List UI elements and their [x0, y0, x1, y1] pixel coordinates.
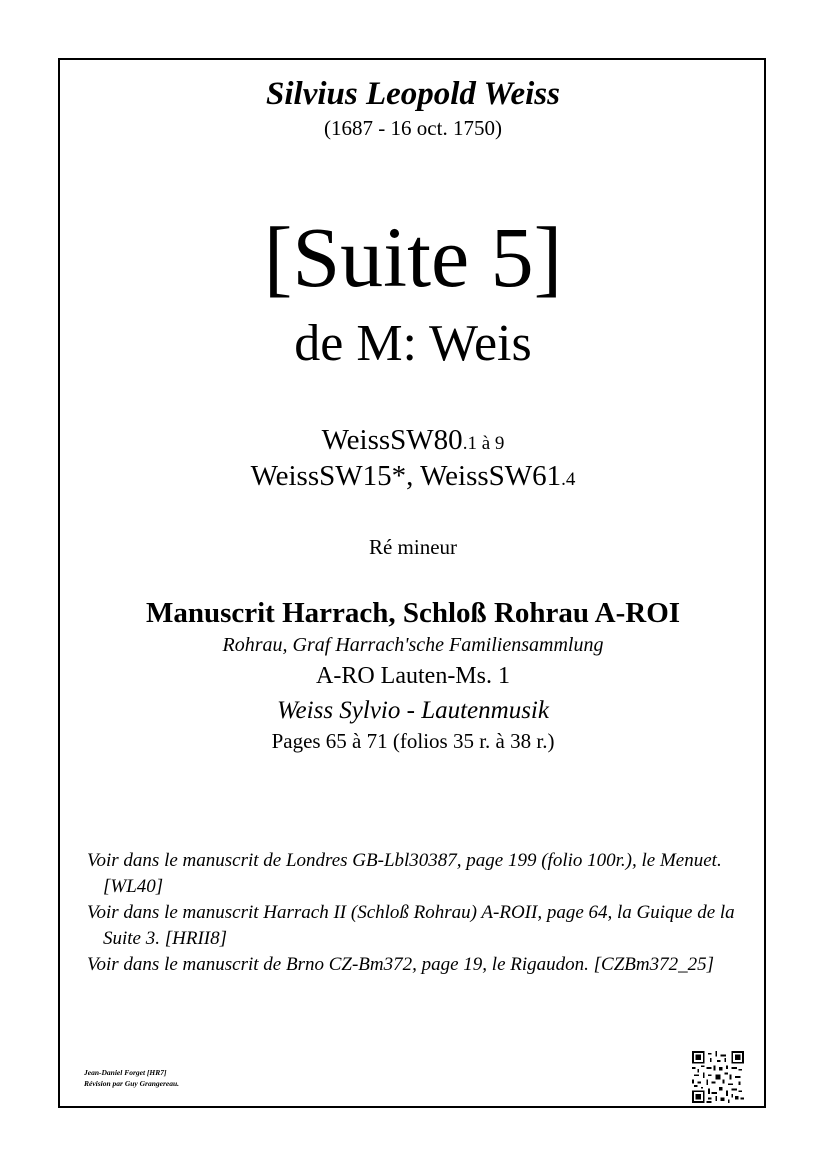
catalog-line-2: [0, 460, 826, 493]
notes-list: [87, 848, 757, 978]
composer-name: Silvius Leopold Weiss: [266, 76, 560, 112]
note-item: Voir dans le manuscrit de Brno CZ-Bm372, page 19, le Rigaudon. [CZBm372_25]: [87, 954, 714, 975]
suite-title: [Suite 5]: [263, 209, 563, 305]
credit-revision: Révision par Guy Grangereau.: [84, 1079, 180, 1088]
manuscript-shelfmark: A-RO Lauten-Ms. 1: [316, 663, 510, 689]
manuscript-collection: Weiss Sylvio - Lautenmusik: [277, 697, 549, 724]
manuscript-pages: Pages 65 à 71 (folios 35 r. à 38 r.): [271, 729, 555, 753]
credit-author: Jean-Daniel Forget [HR7]: [84, 1068, 167, 1077]
catalog-2-main: WeissSW15*, WeissSW61: [250, 460, 562, 492]
composer-dates: (1687 - 16 oct. 1750): [324, 116, 502, 140]
credits: [84, 1067, 179, 1089]
suite-subtitle: de M: Weis: [294, 315, 532, 372]
manuscript-subtitle: Rohrau, Graf Harrach'sche Familiensammlung: [222, 634, 604, 656]
catalog-line-1: [0, 424, 826, 457]
manuscript-title: Manuscrit Harrach, Schloß Rohrau A-ROI: [145, 597, 681, 629]
catalog-2-range: .4: [561, 469, 576, 490]
qr-code-icon: [692, 1051, 744, 1103]
key-signature: Ré mineur: [368, 535, 458, 559]
note-item: Voir dans le manuscrit Harrach II (Schloß Rohrau) A-ROII, page 64, la Guique de la Suite 3. [HRII8]: [87, 902, 735, 949]
note-item: Voir dans le manuscrit de Londres GB-Lbl30387, page 199 (folio 100r.), le Menuet. [WL40]: [87, 850, 722, 897]
catalog-1-main: WeissSW80: [321, 424, 463, 456]
catalog-1-range: .1 à 9: [462, 433, 505, 454]
